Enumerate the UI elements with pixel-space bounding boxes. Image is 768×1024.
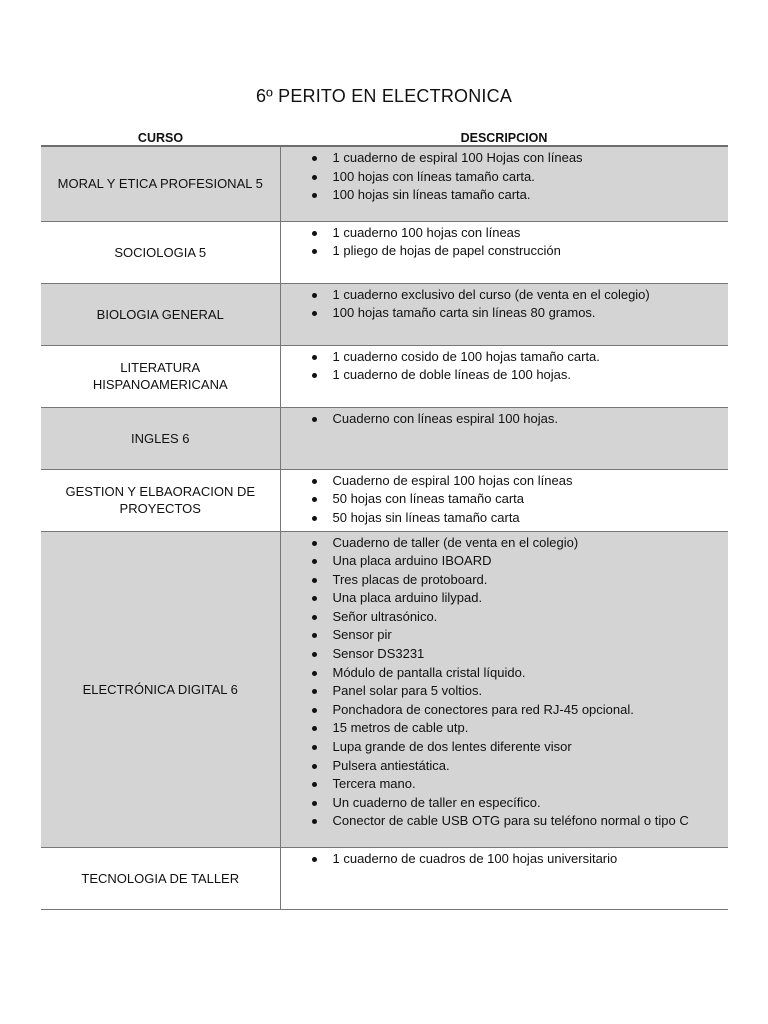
supply-item: Señor ultrasónico.: [333, 608, 729, 627]
supply-item: 1 cuaderno de cuadros de 100 hojas universitario: [333, 850, 729, 869]
table-header-row: [41, 128, 728, 146]
column-header-descripcion: DESCRIPCION: [280, 128, 728, 146]
supply-item: 1 cuaderno cosido de 100 hojas tamaño carta.: [333, 348, 729, 367]
supply-list: [281, 348, 729, 385]
description-cell: [280, 283, 728, 345]
page-title: 6º PERITO EN ELECTRONICA: [255, 86, 513, 106]
column-header-curso: CURSO: [41, 128, 280, 146]
supply-item: 15 metros de cable utp.: [333, 719, 729, 738]
course-name-cell: LITERATURA HISPANOAMERICANA: [41, 345, 280, 407]
description-cell: [280, 345, 728, 407]
supply-item: Tres placas de protoboard.: [333, 571, 729, 590]
supply-item: 1 cuaderno exclusivo del curso (de venta en el colegio): [333, 286, 729, 305]
supply-item: Lupa grande de dos lentes diferente visor: [333, 738, 729, 757]
table-row: [41, 221, 728, 283]
supply-item: Sensor DS3231: [333, 645, 729, 664]
table-row: [41, 469, 728, 531]
supply-item: 1 cuaderno de doble líneas de 100 hojas.: [333, 366, 729, 385]
supply-list: [281, 286, 729, 323]
table-row: [41, 283, 728, 345]
supply-item: Tercera mano.: [333, 775, 729, 794]
supply-item: Ponchadora de conectores para red RJ-45 opcional.: [333, 701, 729, 720]
course-name-cell: MORAL Y ETICA PROFESIONAL 5: [41, 146, 280, 221]
supply-item: 50 hojas sin líneas tamaño carta: [333, 509, 729, 528]
table-row: [41, 345, 728, 407]
supply-item: Cuaderno con líneas espiral 100 hojas.: [333, 410, 729, 429]
description-cell: [280, 407, 728, 469]
supply-list: [281, 224, 729, 261]
supply-item: 100 hojas sin líneas tamaño carta.: [333, 186, 729, 205]
supply-item: 1 cuaderno 100 hojas con líneas: [333, 224, 729, 243]
supply-list: [281, 534, 729, 832]
supply-item: 1 pliego de hojas de papel construcción: [333, 242, 729, 261]
supply-item: Cuaderno de espiral 100 hojas con líneas: [333, 472, 729, 491]
supply-item: 100 hojas con líneas tamaño carta.: [333, 168, 729, 187]
supply-item: Una placa arduino IBOARD: [333, 552, 729, 571]
supply-item: Conector de cable USB OTG para su teléfono normal o tipo C: [333, 812, 729, 831]
course-name-cell: BIOLOGIA GENERAL: [41, 283, 280, 345]
course-name-cell: INGLES 6: [41, 407, 280, 469]
course-name-cell: SOCIOLOGIA 5: [41, 221, 280, 283]
supply-item: Panel solar para 5 voltios.: [333, 682, 729, 701]
supply-item: 100 hojas tamaño carta sin líneas 80 gramos.: [333, 304, 729, 323]
table-row: [41, 531, 728, 847]
table-row: [41, 847, 728, 909]
supplies-table: [41, 128, 728, 910]
description-cell: [280, 146, 728, 221]
description-cell: [280, 531, 728, 847]
table-row: [41, 407, 728, 469]
supply-item: 50 hojas con líneas tamaño carta: [333, 490, 729, 509]
course-name-cell: ELECTRÓNICA DIGITAL 6: [41, 531, 280, 847]
supply-list: [281, 472, 729, 528]
supply-list: [281, 149, 729, 205]
table-row: [41, 146, 728, 221]
supply-item: Cuaderno de taller (de venta en el colegio): [333, 534, 729, 553]
course-name-cell: GESTION Y ELBAORACION DE PROYECTOS: [41, 469, 280, 531]
table-body: [41, 146, 728, 909]
course-name-cell: TECNOLOGIA DE TALLER: [41, 847, 280, 909]
supply-list: [281, 410, 729, 429]
description-cell: [280, 469, 728, 531]
supply-item: Pulsera antiestática.: [333, 757, 729, 776]
supply-item: 1 cuaderno de espiral 100 Hojas con líneas: [333, 149, 729, 168]
supply-list: [281, 850, 729, 869]
supply-item: Sensor pir: [333, 626, 729, 645]
supply-item: Una placa arduino lilypad.: [333, 589, 729, 608]
description-cell: [280, 221, 728, 283]
supply-item: Módulo de pantalla cristal líquido.: [333, 664, 729, 683]
description-cell: [280, 847, 728, 909]
supply-item: Un cuaderno de taller en específico.: [333, 794, 729, 813]
